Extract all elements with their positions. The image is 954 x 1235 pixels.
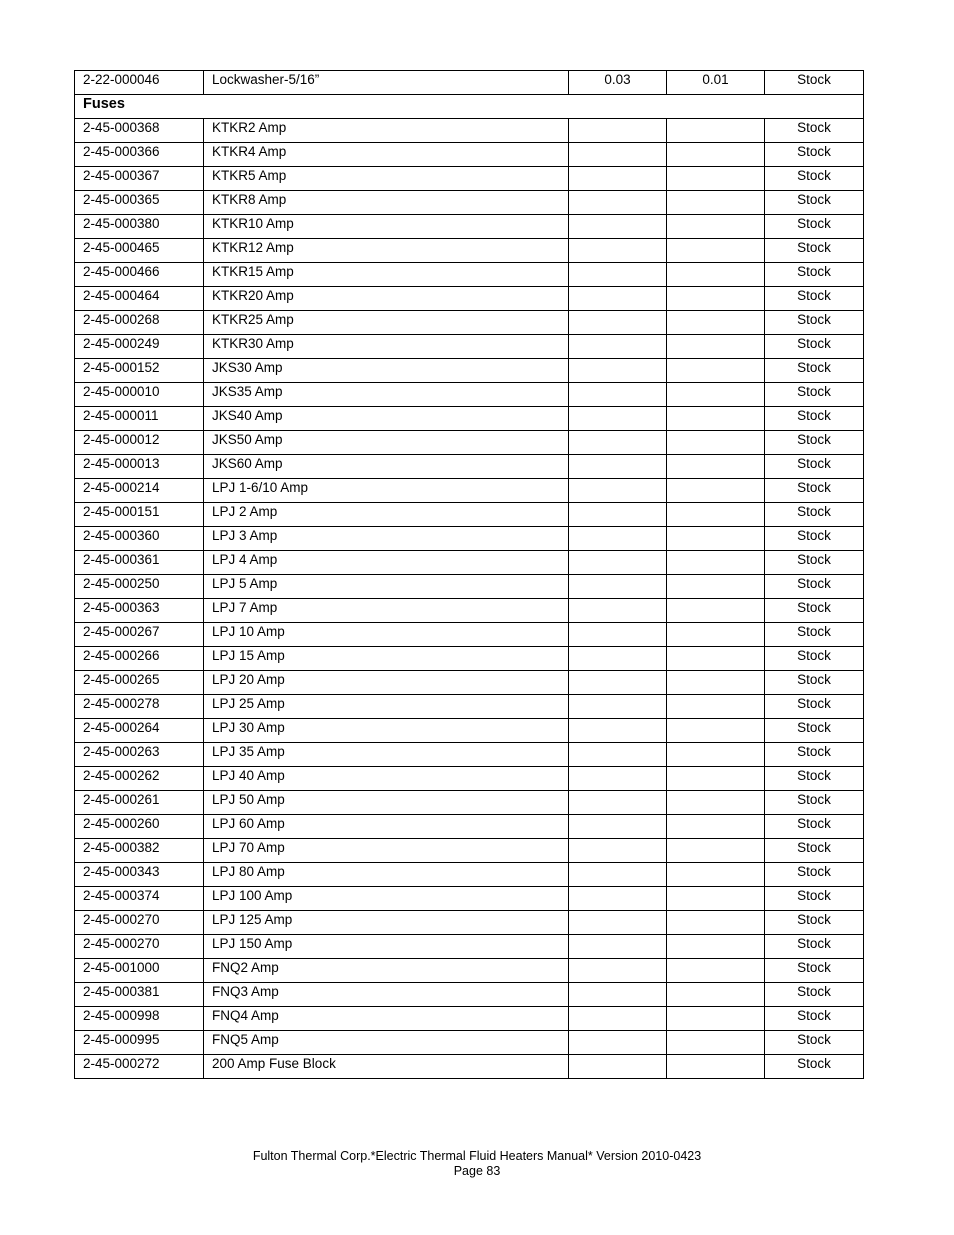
description-cell: KTKR20 Amp <box>204 287 569 311</box>
stock-cell: Stock <box>765 815 864 839</box>
description-cell: LPJ 150 Amp <box>204 935 569 959</box>
stock-cell: Stock <box>765 119 864 143</box>
description-cell: LPJ 5 Amp <box>204 575 569 599</box>
table-row <box>75 287 864 311</box>
value-a-cell: 0.03 <box>569 71 667 95</box>
value-b-cell <box>667 335 765 359</box>
value-b-cell <box>667 863 765 887</box>
value-b-cell <box>667 479 765 503</box>
description-cell: JKS50 Amp <box>204 431 569 455</box>
part-number-cell: 2-45-000265 <box>75 671 204 695</box>
part-number-cell: 2-45-000343 <box>75 863 204 887</box>
value-b-cell <box>667 359 765 383</box>
value-a-cell <box>569 911 667 935</box>
table-row <box>75 359 864 383</box>
part-number-cell: 2-45-000270 <box>75 911 204 935</box>
part-number-cell: 2-45-001000 <box>75 959 204 983</box>
stock-cell: Stock <box>765 863 864 887</box>
part-number-cell: 2-45-000380 <box>75 215 204 239</box>
section-header-row <box>75 95 864 119</box>
table-row <box>75 407 864 431</box>
description-cell: LPJ 35 Amp <box>204 743 569 767</box>
table-row <box>75 191 864 215</box>
part-number-cell: 2-45-000382 <box>75 839 204 863</box>
stock-cell: Stock <box>765 407 864 431</box>
description-cell: LPJ 20 Amp <box>204 671 569 695</box>
part-number-cell: 2-45-000270 <box>75 935 204 959</box>
table-row <box>75 1031 864 1055</box>
part-number-cell: 2-45-000264 <box>75 719 204 743</box>
description-cell: Lockwasher-5/16” <box>204 71 569 95</box>
table-row <box>75 791 864 815</box>
value-a-cell <box>569 263 667 287</box>
stock-cell: Stock <box>765 599 864 623</box>
description-cell: KTKR8 Amp <box>204 191 569 215</box>
part-number-cell: 2-45-000465 <box>75 239 204 263</box>
stock-cell: Stock <box>765 791 864 815</box>
stock-cell: Stock <box>765 1031 864 1055</box>
table-row <box>75 671 864 695</box>
description-cell: LPJ 80 Amp <box>204 863 569 887</box>
table-row <box>75 911 864 935</box>
stock-cell: Stock <box>765 215 864 239</box>
part-number-cell: 2-45-000361 <box>75 551 204 575</box>
stock-cell: Stock <box>765 479 864 503</box>
part-number-cell: 2-45-000152 <box>75 359 204 383</box>
table-row <box>75 311 864 335</box>
part-number-cell: 2-45-000268 <box>75 311 204 335</box>
part-number-cell: 2-45-000464 <box>75 287 204 311</box>
value-a-cell <box>569 695 667 719</box>
value-a-cell <box>569 311 667 335</box>
table-row <box>75 575 864 599</box>
value-b-cell <box>667 671 765 695</box>
value-a-cell <box>569 839 667 863</box>
table-row <box>75 983 864 1007</box>
table-row <box>75 935 864 959</box>
value-a-cell <box>569 863 667 887</box>
table-row <box>75 263 864 287</box>
stock-cell: Stock <box>765 935 864 959</box>
table-row <box>75 863 864 887</box>
part-number-cell: 2-45-000261 <box>75 791 204 815</box>
stock-cell: Stock <box>765 839 864 863</box>
value-b-cell <box>667 119 765 143</box>
part-number-cell: 2-45-000011 <box>75 407 204 431</box>
stock-cell: Stock <box>765 575 864 599</box>
part-number-cell: 2-45-000262 <box>75 767 204 791</box>
table-row <box>75 767 864 791</box>
value-b-cell <box>667 263 765 287</box>
part-number-cell: 2-45-000013 <box>75 455 204 479</box>
value-b-cell <box>667 383 765 407</box>
stock-cell: Stock <box>765 455 864 479</box>
value-a-cell <box>569 1031 667 1055</box>
table-row <box>75 647 864 671</box>
stock-cell: Stock <box>765 551 864 575</box>
stock-cell: Stock <box>765 311 864 335</box>
value-a-cell <box>569 599 667 623</box>
value-a-cell <box>569 335 667 359</box>
description-cell: JKS35 Amp <box>204 383 569 407</box>
part-number-cell: 2-45-000995 <box>75 1031 204 1055</box>
table-row <box>75 143 864 167</box>
value-a-cell <box>569 239 667 263</box>
stock-cell: Stock <box>765 239 864 263</box>
value-a-cell <box>569 455 667 479</box>
page-number: Page 83 <box>453 1164 501 1178</box>
stock-cell: Stock <box>765 527 864 551</box>
description-cell: LPJ 7 Amp <box>204 599 569 623</box>
stock-cell: Stock <box>765 647 864 671</box>
value-b-cell <box>667 527 765 551</box>
description-cell: FNQ2 Amp <box>204 959 569 983</box>
part-number-cell: 2-45-000260 <box>75 815 204 839</box>
stock-cell: Stock <box>765 1007 864 1031</box>
value-a-cell <box>569 119 667 143</box>
stock-cell: Stock <box>765 1055 864 1079</box>
part-number-cell: 2-45-000151 <box>75 503 204 527</box>
description-cell: KTKR4 Amp <box>204 143 569 167</box>
table-row <box>75 479 864 503</box>
part-number-cell: 2-45-000998 <box>75 1007 204 1031</box>
value-b-cell <box>667 167 765 191</box>
table-row <box>75 815 864 839</box>
value-b-cell <box>667 239 765 263</box>
parts-table-body <box>75 71 864 1079</box>
description-cell: JKS30 Amp <box>204 359 569 383</box>
value-a-cell <box>569 647 667 671</box>
value-a-cell <box>569 551 667 575</box>
part-number-cell: 2-45-000267 <box>75 623 204 647</box>
value-a-cell <box>569 503 667 527</box>
description-cell: KTKR10 Amp <box>204 215 569 239</box>
table-row <box>75 239 864 263</box>
value-b-cell <box>667 695 765 719</box>
value-a-cell <box>569 407 667 431</box>
part-number-cell: 2-45-000010 <box>75 383 204 407</box>
value-b-cell <box>667 1055 765 1079</box>
stock-cell: Stock <box>765 263 864 287</box>
description-cell: LPJ 4 Amp <box>204 551 569 575</box>
stock-cell: Stock <box>765 431 864 455</box>
description-cell: 200 Amp Fuse Block <box>204 1055 569 1079</box>
part-number-cell: 2-45-000272 <box>75 1055 204 1079</box>
stock-cell: Stock <box>765 767 864 791</box>
table-row <box>75 431 864 455</box>
value-b-cell <box>667 143 765 167</box>
description-cell: LPJ 1-6/10 Amp <box>204 479 569 503</box>
value-b-cell <box>667 503 765 527</box>
table-row <box>75 959 864 983</box>
part-number-cell: 2-45-000363 <box>75 599 204 623</box>
value-a-cell <box>569 167 667 191</box>
value-b-cell <box>667 575 765 599</box>
stock-cell: Stock <box>765 71 864 95</box>
description-cell: KTKR12 Amp <box>204 239 569 263</box>
description-cell: LPJ 3 Amp <box>204 527 569 551</box>
value-a-cell <box>569 287 667 311</box>
table-row <box>75 1055 864 1079</box>
value-a-cell <box>569 1055 667 1079</box>
value-b-cell <box>667 407 765 431</box>
part-number-cell: 2-22-000046 <box>75 71 204 95</box>
value-a-cell <box>569 479 667 503</box>
part-number-cell: 2-45-000366 <box>75 143 204 167</box>
description-cell: LPJ 100 Amp <box>204 887 569 911</box>
value-a-cell <box>569 191 667 215</box>
part-number-cell: 2-45-000250 <box>75 575 204 599</box>
footer-title: Fulton Thermal Corp.*Electric Thermal Fluid Heaters Manual* Version 2010-0423 <box>252 1149 702 1163</box>
value-b-cell <box>667 455 765 479</box>
value-b-cell <box>667 911 765 935</box>
value-b-cell <box>667 983 765 1007</box>
part-number-cell: 2-45-000012 <box>75 431 204 455</box>
stock-cell: Stock <box>765 143 864 167</box>
part-number-cell: 2-45-000249 <box>75 335 204 359</box>
value-a-cell <box>569 935 667 959</box>
description-cell: LPJ 30 Amp <box>204 719 569 743</box>
value-a-cell <box>569 383 667 407</box>
value-b-cell <box>667 1007 765 1031</box>
table-row <box>75 743 864 767</box>
stock-cell: Stock <box>765 911 864 935</box>
value-a-cell <box>569 671 667 695</box>
value-b-cell: 0.01 <box>667 71 765 95</box>
value-b-cell <box>667 959 765 983</box>
stock-cell: Stock <box>765 695 864 719</box>
value-a-cell <box>569 431 667 455</box>
value-b-cell <box>667 623 765 647</box>
table-row <box>75 551 864 575</box>
stock-cell: Stock <box>765 959 864 983</box>
value-b-cell <box>667 935 765 959</box>
table-row <box>75 455 864 479</box>
stock-cell: Stock <box>765 623 864 647</box>
description-cell: KTKR2 Amp <box>204 119 569 143</box>
table-row <box>75 623 864 647</box>
page-footer <box>0 1149 954 1179</box>
stock-cell: Stock <box>765 335 864 359</box>
value-b-cell <box>667 887 765 911</box>
description-cell: LPJ 15 Amp <box>204 647 569 671</box>
value-b-cell <box>667 647 765 671</box>
table-row <box>75 719 864 743</box>
description-cell: LPJ 40 Amp <box>204 767 569 791</box>
description-cell: JKS40 Amp <box>204 407 569 431</box>
stock-cell: Stock <box>765 743 864 767</box>
parts-table <box>74 70 864 1079</box>
value-b-cell <box>667 1031 765 1055</box>
description-cell: LPJ 50 Amp <box>204 791 569 815</box>
table-row <box>75 71 864 95</box>
table-row <box>75 839 864 863</box>
description-cell: LPJ 60 Amp <box>204 815 569 839</box>
value-b-cell <box>667 551 765 575</box>
value-a-cell <box>569 1007 667 1031</box>
stock-cell: Stock <box>765 383 864 407</box>
description-cell: LPJ 25 Amp <box>204 695 569 719</box>
stock-cell: Stock <box>765 287 864 311</box>
stock-cell: Stock <box>765 671 864 695</box>
description-cell: LPJ 2 Amp <box>204 503 569 527</box>
value-b-cell <box>667 815 765 839</box>
part-number-cell: 2-45-000381 <box>75 983 204 1007</box>
description-cell: LPJ 70 Amp <box>204 839 569 863</box>
table-row <box>75 119 864 143</box>
table-row <box>75 335 864 359</box>
value-a-cell <box>569 983 667 1007</box>
table-row <box>75 599 864 623</box>
value-a-cell <box>569 719 667 743</box>
description-cell: FNQ3 Amp <box>204 983 569 1007</box>
table-row <box>75 215 864 239</box>
part-number-cell: 2-45-000368 <box>75 119 204 143</box>
value-b-cell <box>667 791 765 815</box>
value-b-cell <box>667 839 765 863</box>
part-number-cell: 2-45-000367 <box>75 167 204 191</box>
table-row <box>75 695 864 719</box>
value-b-cell <box>667 215 765 239</box>
part-number-cell: 2-45-000466 <box>75 263 204 287</box>
table-row <box>75 1007 864 1031</box>
value-b-cell <box>667 311 765 335</box>
value-a-cell <box>569 215 667 239</box>
value-b-cell <box>667 767 765 791</box>
value-a-cell <box>569 959 667 983</box>
description-cell: KTKR5 Amp <box>204 167 569 191</box>
part-number-cell: 2-45-000365 <box>75 191 204 215</box>
part-number-cell: 2-45-000263 <box>75 743 204 767</box>
stock-cell: Stock <box>765 359 864 383</box>
value-a-cell <box>569 143 667 167</box>
value-a-cell <box>569 767 667 791</box>
value-b-cell <box>667 431 765 455</box>
section-title: Fuses <box>75 95 864 119</box>
value-b-cell <box>667 191 765 215</box>
value-a-cell <box>569 359 667 383</box>
description-cell: JKS60 Amp <box>204 455 569 479</box>
description-cell: KTKR30 Amp <box>204 335 569 359</box>
stock-cell: Stock <box>765 887 864 911</box>
part-number-cell: 2-45-000278 <box>75 695 204 719</box>
part-number-cell: 2-45-000360 <box>75 527 204 551</box>
stock-cell: Stock <box>765 191 864 215</box>
description-cell: KTKR25 Amp <box>204 311 569 335</box>
stock-cell: Stock <box>765 167 864 191</box>
stock-cell: Stock <box>765 503 864 527</box>
table-row <box>75 383 864 407</box>
table-row <box>75 503 864 527</box>
description-cell: LPJ 125 Amp <box>204 911 569 935</box>
value-a-cell <box>569 527 667 551</box>
value-a-cell <box>569 815 667 839</box>
part-number-cell: 2-45-000266 <box>75 647 204 671</box>
part-number-cell: 2-45-000214 <box>75 479 204 503</box>
value-b-cell <box>667 743 765 767</box>
value-a-cell <box>569 791 667 815</box>
description-cell: KTKR15 Amp <box>204 263 569 287</box>
table-row <box>75 167 864 191</box>
value-a-cell <box>569 575 667 599</box>
table-row <box>75 527 864 551</box>
value-a-cell <box>569 887 667 911</box>
table-row <box>75 887 864 911</box>
description-cell: LPJ 10 Amp <box>204 623 569 647</box>
description-cell: FNQ4 Amp <box>204 1007 569 1031</box>
value-b-cell <box>667 719 765 743</box>
description-cell: FNQ5 Amp <box>204 1031 569 1055</box>
value-b-cell <box>667 599 765 623</box>
value-b-cell <box>667 287 765 311</box>
part-number-cell: 2-45-000374 <box>75 887 204 911</box>
value-a-cell <box>569 623 667 647</box>
stock-cell: Stock <box>765 719 864 743</box>
value-a-cell <box>569 743 667 767</box>
stock-cell: Stock <box>765 983 864 1007</box>
